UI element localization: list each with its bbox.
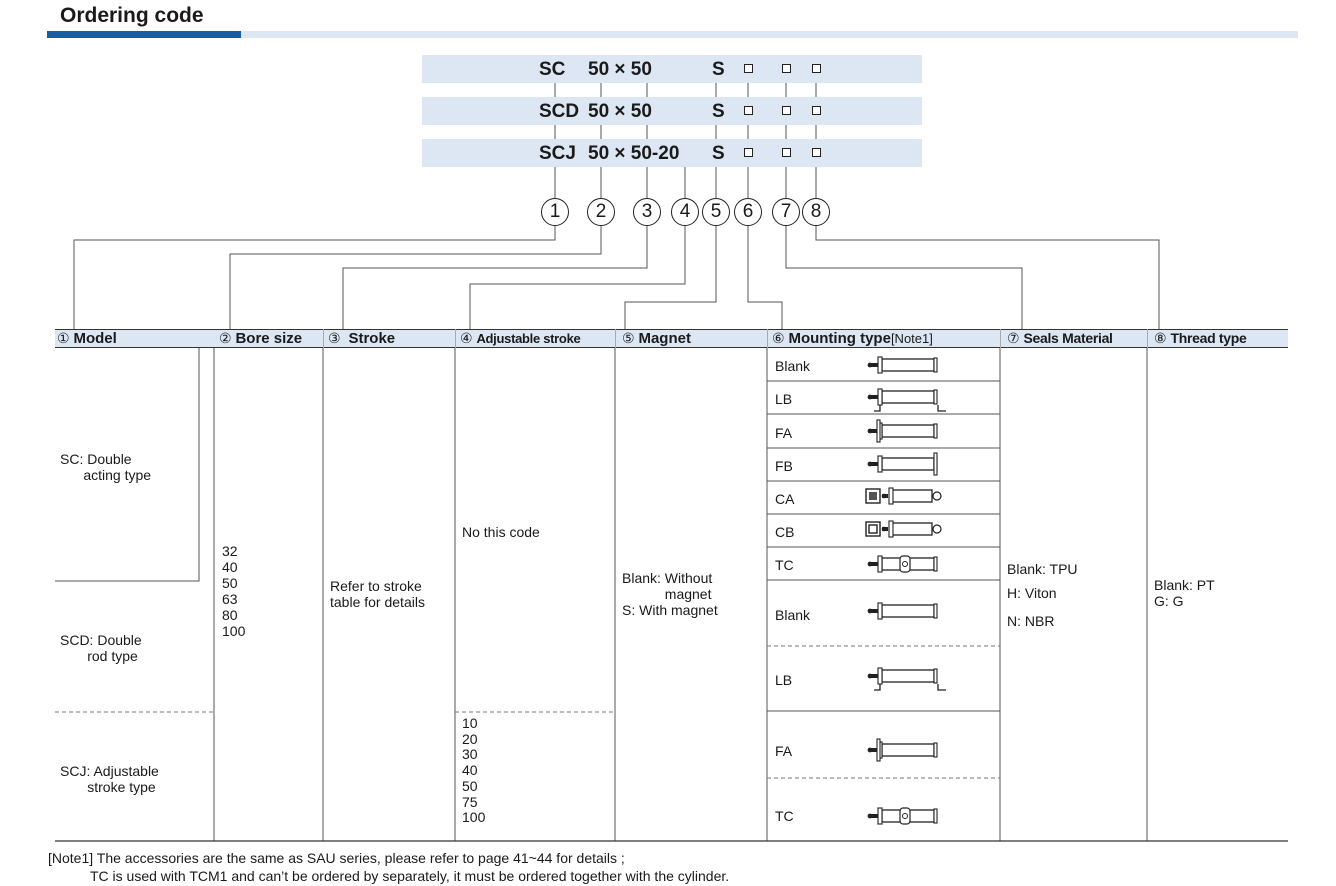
column-header-adjustable-stroke: ④ Adjustable stroke	[456, 329, 615, 348]
column-header-bore-size: ② Bore size	[215, 329, 323, 348]
thread-option: G: G	[1154, 593, 1184, 609]
code-model: SC	[539, 59, 566, 80]
cylinder-ca-icon	[866, 488, 941, 504]
code-bore-stroke: 50 × 50	[588, 101, 652, 122]
mounting-code: FA	[775, 425, 793, 441]
column-header-thread-type: ⑧ Thread type	[1148, 329, 1288, 348]
mounting-code: Blank	[775, 607, 811, 623]
magnet-options: Blank: Without magnet S: With magnet	[622, 570, 718, 618]
mounting-code: TC	[775, 808, 794, 824]
mounting-code: TC	[775, 557, 794, 573]
bore-size-list: 32 40 50 63 80 100	[222, 543, 246, 639]
code-model: SCD	[539, 101, 580, 122]
mounting-code: FB	[775, 458, 793, 474]
code-bore-stroke: 50 × 50-20	[588, 143, 680, 164]
cylinder-fa-icon	[868, 420, 937, 442]
seal-option: H: Viton	[1007, 585, 1057, 601]
adjustable-stroke-values: 10 20 30 40 50 75 100	[462, 715, 486, 826]
cylinder-fa-icon	[868, 739, 937, 761]
position-number: 6	[734, 198, 762, 226]
position-number: 5	[702, 198, 730, 226]
mounting-code: CB	[775, 524, 795, 540]
cylinder-lb-icon	[868, 389, 946, 411]
model-scd: SCD: Double rod type	[60, 632, 142, 664]
column-header-stroke: ③ Stroke	[324, 329, 455, 348]
position-number: 7	[772, 198, 800, 226]
position-number: 2	[587, 198, 615, 226]
adjustable-no-code: No this code	[462, 524, 540, 540]
code-magnet: S	[712, 143, 725, 164]
column-header-model: ① Model	[55, 329, 215, 348]
code-magnet: S	[712, 101, 725, 122]
cylinder-blank-icon	[868, 357, 937, 373]
mounting-code: LB	[775, 672, 793, 688]
cylinder-cb-icon	[866, 521, 941, 537]
model-sc: SC: Double acting type	[60, 451, 152, 483]
model-scj: SCJ: Adjustable stroke type	[60, 763, 159, 795]
mounting-code: CA	[775, 491, 795, 507]
position-number: 4	[671, 198, 699, 226]
note-line: [Note1] The accessories are the same as SAU series, please refer to page 41~44 for details ;	[48, 850, 625, 866]
stroke-text: Refer to stroke table for details	[330, 578, 425, 610]
cylinder-lb-icon	[868, 668, 946, 690]
seal-option: N: NBR	[1007, 613, 1055, 629]
section-title: Ordering code	[60, 4, 204, 27]
position-number: 1	[541, 198, 569, 226]
column-header-mounting-type: ⑥ Mounting type[Note1]	[768, 329, 1000, 348]
cylinder-fb-icon	[868, 453, 937, 475]
column-header-seals-material: ⑦ Seals Material	[1001, 329, 1147, 348]
column-header-magnet: ⑤ Magnet	[616, 329, 767, 348]
note-line: TC is used with TCM1 and can’t be ordered by separately, it must be ordered together with the cylinder.	[90, 868, 730, 884]
code-magnet: S	[712, 59, 725, 80]
mounting-code: LB	[775, 391, 793, 407]
cylinder-tc-icon	[868, 808, 937, 824]
cylinder-tc-icon	[868, 556, 937, 572]
thread-option: Blank: PT	[1154, 577, 1215, 593]
cylinder-blank-icon	[868, 603, 937, 619]
position-number: 8	[802, 198, 830, 226]
position-number: 3	[633, 198, 661, 226]
code-bore-stroke: 50 × 50	[588, 59, 652, 80]
code-model: SCJ	[539, 143, 576, 164]
mounting-code: Blank	[775, 358, 811, 374]
seal-option: Blank: TPU	[1007, 561, 1078, 577]
mounting-code: FA	[775, 743, 793, 759]
